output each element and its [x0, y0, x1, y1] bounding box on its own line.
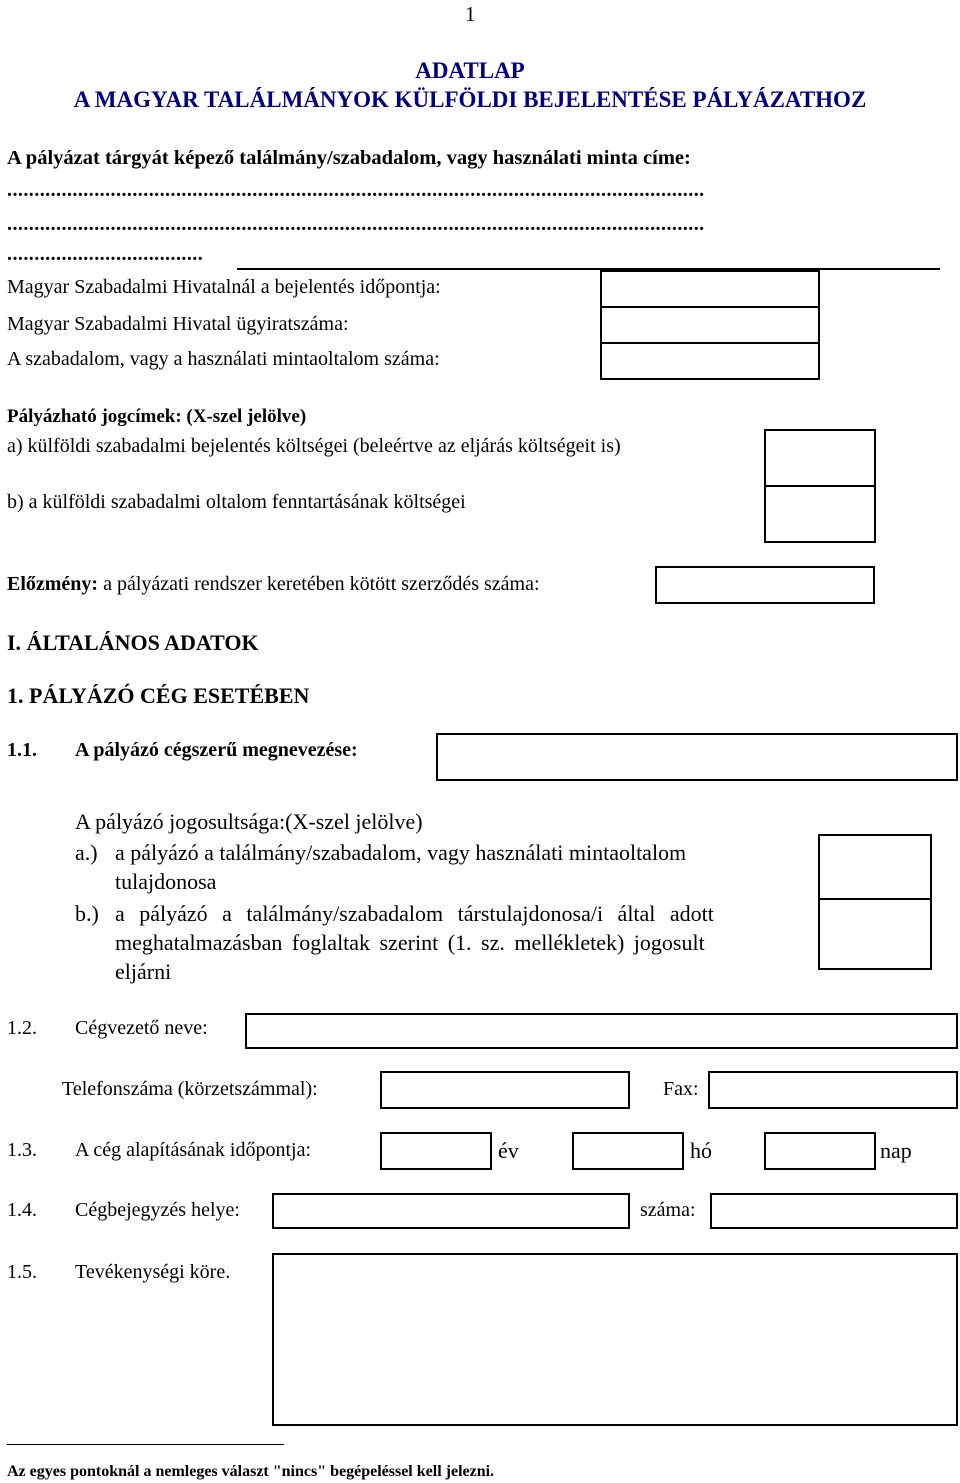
eligibility-b-line3: eljárni [115, 959, 172, 984]
eligibility-b-marker: b.) [75, 901, 99, 926]
titles-heading: Pályázható jogcímek: (X-szel jelölve) [7, 406, 307, 427]
eligibility-a-line2: tulajdonosa [115, 869, 217, 894]
office-date-field[interactable] [600, 270, 820, 308]
q12-number: 1.2. [7, 1017, 37, 1039]
page-number: 1 [465, 2, 476, 26]
section-company-applicant: 1. PÁLYÁZÓ CÉG ESETÉBEN [7, 683, 310, 708]
year-label: év [498, 1138, 519, 1163]
eligibility-b-line2: meghatalmazásban foglaltak szerint (1. sz. mellékletek) jogosult [115, 930, 705, 955]
eligibility-a-checkbox[interactable] [818, 834, 932, 900]
contract-number-field[interactable] [655, 566, 875, 604]
company-name-field[interactable] [436, 733, 958, 781]
month-label: hó [690, 1138, 712, 1163]
q13-number: 1.3. [7, 1139, 37, 1161]
eligibility-a-line1: a pályázó a találmány/szabadalom, vagy használati mintaoltalom [115, 840, 687, 865]
eligibility-heading: A pályázó jogosultsága:(X-szel jelölve) [75, 809, 423, 834]
subject-label: A pályázat tárgyát képező találmány/szabadalom, vagy használati minta címe: [7, 147, 691, 169]
registration-number-field[interactable] [710, 1193, 958, 1229]
office-file-label: Magyar Szabadalmi Hivatal ügyiratszáma: [7, 313, 349, 335]
q15-number: 1.5. [7, 1261, 37, 1283]
q12-label: Cégvezető neve: [75, 1017, 208, 1039]
title-option-a: a) külföldi szabadalmi bejelentés költségei (beleértve az eljárás költségeit is) [7, 435, 621, 457]
office-patent-field[interactable] [600, 342, 820, 380]
title-line2: A MAGYAR TALÁLMÁNYOK KÜLFÖLDI BEJELENTÉSE PÁLYÁZATHOZ [73, 87, 867, 112]
phone-field[interactable] [380, 1071, 630, 1109]
office-patent-label: A szabadalom, vagy a használati mintaoltalom száma: [7, 348, 440, 370]
title-option-b-checkbox[interactable] [764, 485, 876, 543]
q14-label: Cégbejegyzés helye: [75, 1199, 240, 1221]
founding-day-field[interactable] [764, 1132, 876, 1170]
founding-month-field[interactable] [572, 1132, 684, 1170]
q11-number: 1.1. [7, 739, 37, 761]
office-date-label: Magyar Szabadalmi Hivatalnál a bejelentés időpontja: [7, 276, 441, 298]
q13-label: A cég alapításának időpontja: [75, 1139, 312, 1161]
day-label: nap [880, 1138, 912, 1163]
q15-label: Tevékenységi köre. [75, 1261, 231, 1283]
antecedent-text: a pályázati rendszer keretében kötött szerződés száma: [98, 573, 540, 595]
antecedent-label [7, 574, 540, 594]
subject-dots-3: .................................... [7, 243, 204, 265]
footnote-separator [7, 1444, 284, 1445]
footnote: Az egyes pontoknál a nemleges választ "nincs" begépeléssel kell jelezni. [7, 1463, 495, 1480]
title-option-b: b) a külföldi szabadalmi oltalom fenntartásának költségei [7, 491, 466, 513]
manager-name-field[interactable] [245, 1013, 958, 1049]
eligibility-b-line1: a pályázó a találmány/szabadalom társtulajdonosa/i által adott [115, 901, 714, 926]
phone-label: Telefonszáma (körzetszámmal): [62, 1078, 318, 1100]
separator-line [237, 268, 940, 270]
subject-dots-1: ................................................................................................................................ [7, 179, 705, 201]
title-option-a-checkbox[interactable] [764, 429, 876, 487]
activity-field[interactable] [272, 1253, 958, 1426]
q14-number: 1.4. [7, 1199, 37, 1221]
eligibility-b-checkbox[interactable] [818, 898, 932, 970]
title-line1: ADATLAP [415, 58, 525, 83]
fax-field[interactable] [708, 1071, 958, 1109]
office-file-field[interactable] [600, 306, 820, 344]
registration-number-label: száma: [640, 1199, 696, 1221]
section-general-data: I. ÁLTALÁNOS ADATOK [7, 630, 259, 655]
q11-label: A pályázó cégszerű megnevezése: [75, 739, 358, 761]
fax-label: Fax: [663, 1078, 699, 1100]
eligibility-a-marker: a.) [75, 840, 98, 865]
antecedent-bold: Előzmény: [7, 573, 99, 595]
founding-year-field[interactable] [380, 1132, 492, 1170]
registration-place-field[interactable] [272, 1193, 630, 1229]
subject-dots-2: ................................................................................................................................ [7, 213, 705, 235]
